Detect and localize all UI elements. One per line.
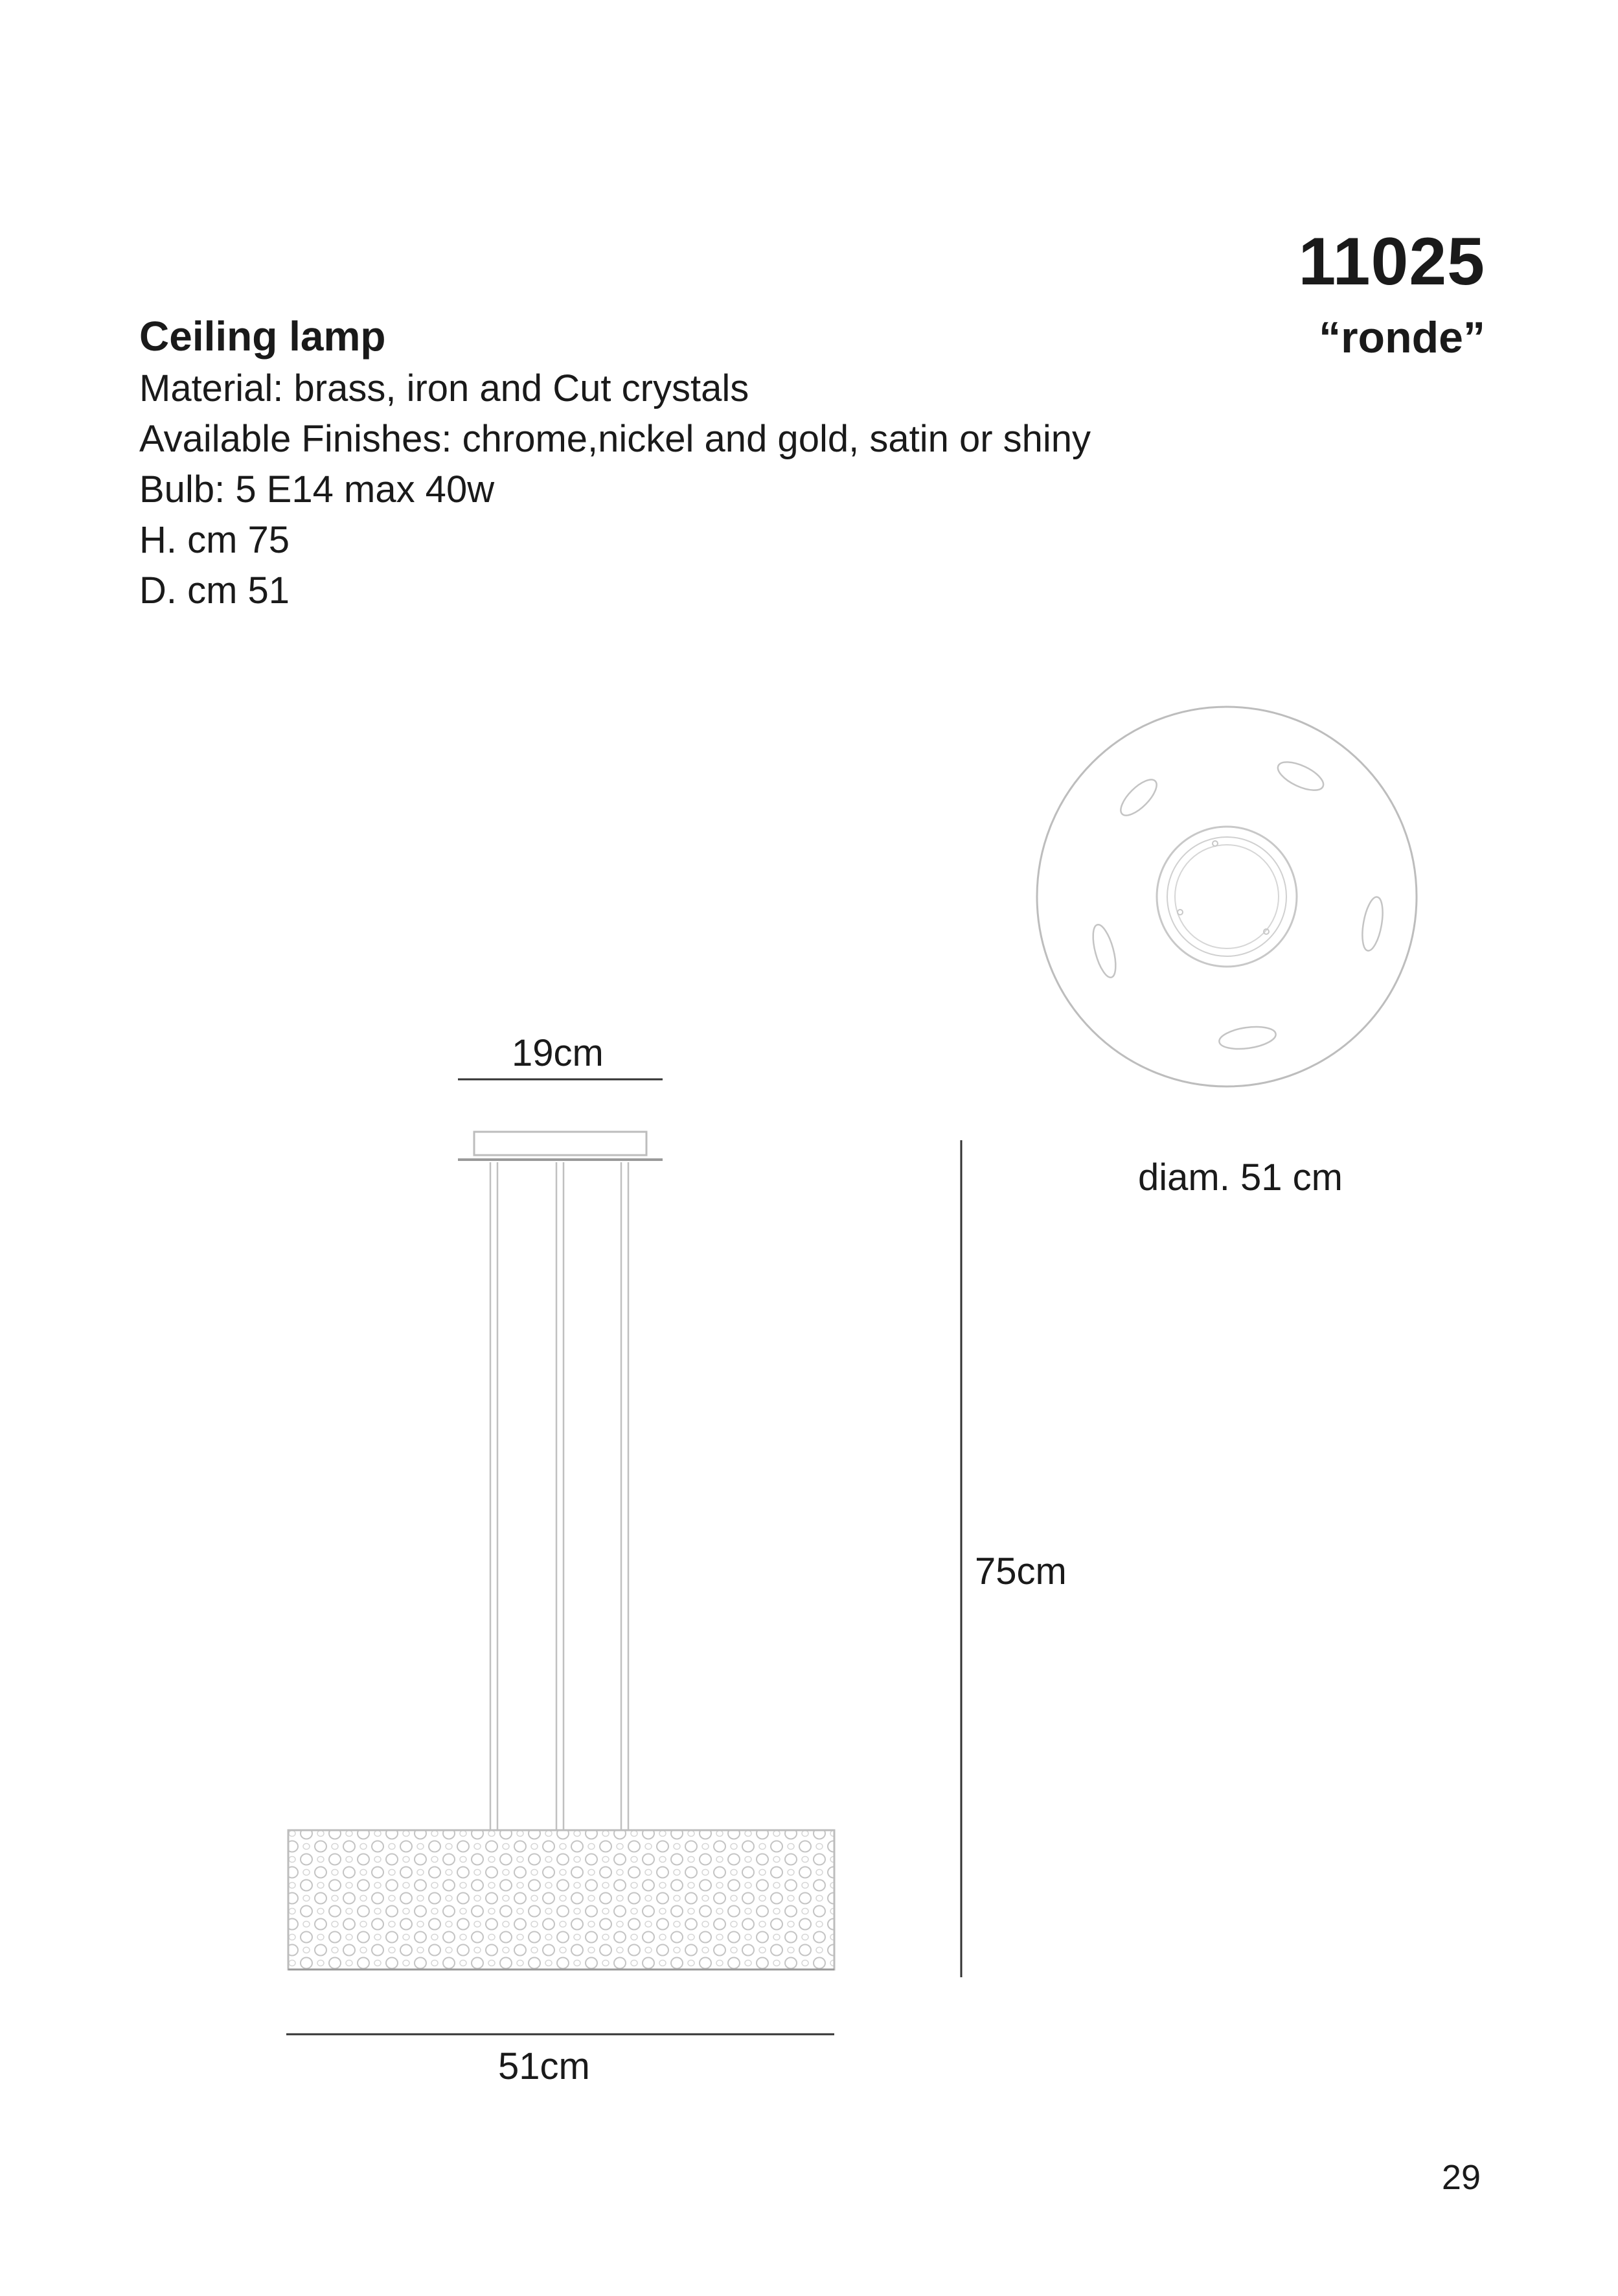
top-view <box>1037 707 1417 1086</box>
canopy-width-label: 19cm <box>512 1032 604 1074</box>
diameter-label: diam. 51 cm <box>1138 1156 1343 1199</box>
height-label: 75cm <box>975 1550 1067 1592</box>
product-title: Ceiling lamp <box>139 313 386 360</box>
spec-material: Material: brass, iron and Cut crystals <box>139 367 749 409</box>
model-name: “ronde” <box>1319 313 1485 362</box>
width-label: 51cm <box>498 2045 590 2087</box>
spec-bulb: Bulb: 5 E14 max 40w <box>139 468 495 511</box>
spec-height: H. cm 75 <box>139 519 290 561</box>
spec-diameter: D. cm 51 <box>139 569 290 612</box>
page-number: 29 <box>1441 2158 1481 2197</box>
side-view <box>288 1132 834 1969</box>
spec-finishes: Available Finishes: chrome,nickel and gold, satin or shiny <box>139 418 1091 460</box>
product-code: 11025 <box>1298 224 1485 299</box>
